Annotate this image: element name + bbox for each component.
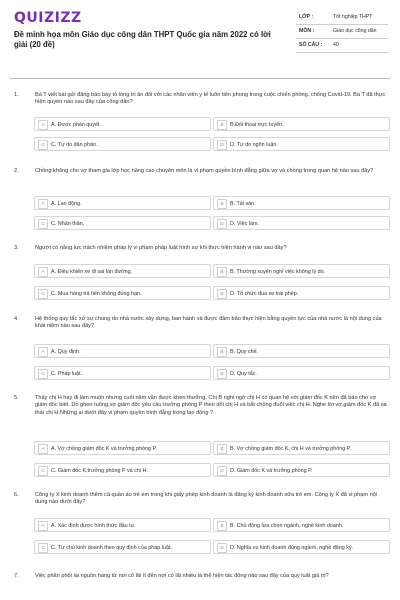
option-text: C. Mua hàng trả tiền không đúng hạn. <box>51 290 142 297</box>
option-d[interactable] <box>213 286 390 300</box>
meta-value: 40 <box>333 42 339 48</box>
option-letter: D <box>217 466 227 476</box>
option-letter: A <box>38 444 48 454</box>
option-a[interactable] <box>34 196 211 210</box>
option-text: D. Giám đốc K và trưởng phòng P. <box>230 467 313 474</box>
option-text: C. Giám đốc K,trưởng phòng P và chị H. <box>51 467 148 474</box>
question-text: Hệ thống quy tắc xử sự chung do nhà nước xây dựng, ban hành và được đảm bảo thực hiện bằng quyền lực của nhà nước là nội dung của khái niệm nào sau đây? <box>35 316 382 330</box>
quizizz-logo: QUIZIZZ <box>14 10 82 26</box>
meta-value: Tốt nghiệp THPT <box>333 14 373 20</box>
option-text: A. Lao động. <box>51 200 82 207</box>
question-text: Việc phân phối lại nguồn hàng từ nơi có lãi ít đến nơi có lãi nhiều là thể hiện tác động nào sau đây của quy luật giá trị? <box>35 573 329 579</box>
meta-row-class <box>296 11 388 25</box>
option-a[interactable] <box>34 344 211 358</box>
option-text: D. Tổ chức đua xe trái phép. <box>230 290 299 297</box>
meta-row-count <box>296 39 388 53</box>
question-number: 4. <box>14 316 19 322</box>
meta-value: Giáo dục công dân <box>333 28 377 34</box>
option-text: D. Tự do ngôn luận. <box>230 141 278 148</box>
option-letter: B <box>217 120 227 130</box>
option-letter: C <box>38 140 48 150</box>
option-text: B. Chủ động lựa chọn ngành, nghề kinh doanh. <box>230 522 344 529</box>
option-text: A. Xác định được hình thức đầu tư. <box>51 522 136 529</box>
meta-label: LỚP : <box>299 14 314 20</box>
question-number: 3. <box>14 245 19 251</box>
option-letter: A <box>38 521 48 531</box>
option-d[interactable] <box>213 366 390 380</box>
option-a[interactable] <box>34 441 211 455</box>
option-letter: C <box>38 219 48 229</box>
option-b[interactable] <box>213 264 390 278</box>
option-text: A. Điều khiển xe đi sai làn đường. <box>51 268 133 275</box>
option-d[interactable] <box>213 216 390 230</box>
meta-label: SỐ CÂU : <box>299 42 323 48</box>
option-text: B.Đối thoại trực tuyến. <box>230 121 284 128</box>
option-letter: C <box>38 289 48 299</box>
option-c[interactable] <box>34 216 211 230</box>
option-c[interactable] <box>34 463 211 477</box>
option-letter: A <box>38 347 48 357</box>
option-letter: B <box>217 444 227 454</box>
option-letter: D <box>217 289 227 299</box>
option-letter: C <box>38 466 48 476</box>
option-c[interactable] <box>34 286 211 300</box>
option-text: A. Được phán quyết. <box>51 121 101 128</box>
option-d[interactable] <box>213 463 390 477</box>
question-text: Bà T viết bài gửi đăng báo bày tỏ lòng tri ân đối với các nhân viên y tế luôn tiên phong trong cuộc chiến phòng, chống Covid-19. Bà T đã thực hiện quyền nào sau đây của công dân? <box>35 92 386 106</box>
option-text: B. Thường xuyên nghỉ việc không lý do. <box>230 268 326 275</box>
question-text: Thấy chị H hay đi làm muộn nhưng cuối năm vẫn được khen thưởng. Chị B nghi ngờ chị H có quan hệ với giám đốc K nên đã báo cho vợ giám đốc biết. Do ghen tuông,vợ giám đốc yêu cầu trưởng phòng P theo dõi chị H và bắt chồng đuổi việc chị H. Nghe lời vợ,giám đốc K đã sa thải chị H.Những ai dưới đây vi phạm quyền bình đẳng trong lao động ? <box>35 395 387 416</box>
option-text: D. Quy tắc. <box>230 370 257 377</box>
option-text: B. Quy chế. <box>230 348 259 355</box>
header-divider <box>10 78 390 79</box>
option-letter: C <box>38 543 48 553</box>
question-number: 2. <box>14 168 19 174</box>
option-text: A. Vợ chồng giám đốc K và trưởng phòng P. <box>51 445 157 452</box>
option-letter: A <box>38 267 48 277</box>
question-text: Chồng không cho vợ tham gia lớp học nâng cao chuyên môn là vi phạm quyền bình đẳng giữa vợ và chồng trong quan hệ nào sau đây? <box>35 168 374 174</box>
option-text: D. Nghĩa vụ kinh doanh đúng ngành, nghề đăng ký. <box>230 544 354 551</box>
option-a[interactable] <box>34 518 211 532</box>
option-b[interactable] <box>213 344 390 358</box>
question-number: 6. <box>14 492 19 498</box>
option-text: B. Tài sản. <box>230 200 256 207</box>
option-c[interactable] <box>34 137 211 151</box>
option-text: C. Tự chủ kinh doanh theo quy định của pháp luật. <box>51 544 172 551</box>
option-letter: A <box>38 199 48 209</box>
option-letter: B <box>217 521 227 531</box>
option-text: B. Vợ chồng giám đốc K, chị H và trưởng phòng P. <box>230 445 352 452</box>
question-number: 7. <box>14 573 19 579</box>
option-a[interactable] <box>34 117 211 131</box>
option-letter: D <box>217 543 227 553</box>
option-letter: A <box>38 120 48 130</box>
option-letter: D <box>217 219 227 229</box>
option-d[interactable] <box>213 137 390 151</box>
option-letter: C <box>38 369 48 379</box>
meta-row-subject <box>296 25 388 39</box>
option-letter: D <box>217 369 227 379</box>
option-letter: D <box>217 140 227 150</box>
question-number: 5. <box>14 395 19 401</box>
option-text: C. Pháp luật. <box>51 370 83 377</box>
meta-panel <box>296 11 388 53</box>
meta-label: MÔN : <box>299 28 315 34</box>
option-c[interactable] <box>34 540 211 554</box>
question-text: Người có năng lực trách nhiệm pháp lý vi phạm pháp luật hình sự khi thực hiện hành vi nào sau đây? <box>35 245 287 251</box>
page-title: Đề minh họa môn Giáo dục công dân THPT Quốc gia năm 2022 có lời giải (20 đề) <box>14 30 271 49</box>
question-text: Công ty X kinh doanh thêm cả quần áo trẻ em trong khi giấy phép kinh doanh là đăng ký kinh doanh sữa trẻ em. Công ty X đã vi phạm nội dung nào dưới đây? <box>35 492 378 506</box>
option-b[interactable] <box>213 518 390 532</box>
option-text: D. Việc làm. <box>230 220 259 227</box>
option-letter: B <box>217 267 227 277</box>
option-a[interactable] <box>34 264 211 278</box>
option-text: C. Nhân thân. <box>51 220 85 227</box>
question-number: 1. <box>14 92 19 98</box>
option-d[interactable] <box>213 540 390 554</box>
option-text: A. Quy định. <box>51 348 81 355</box>
option-c[interactable] <box>34 366 211 380</box>
option-text: C. Tự do dân phán. <box>51 141 98 148</box>
option-letter: B <box>217 347 227 357</box>
option-letter: B <box>217 199 227 209</box>
option-b[interactable] <box>213 441 390 455</box>
option-b[interactable] <box>213 117 390 131</box>
option-b[interactable] <box>213 196 390 210</box>
